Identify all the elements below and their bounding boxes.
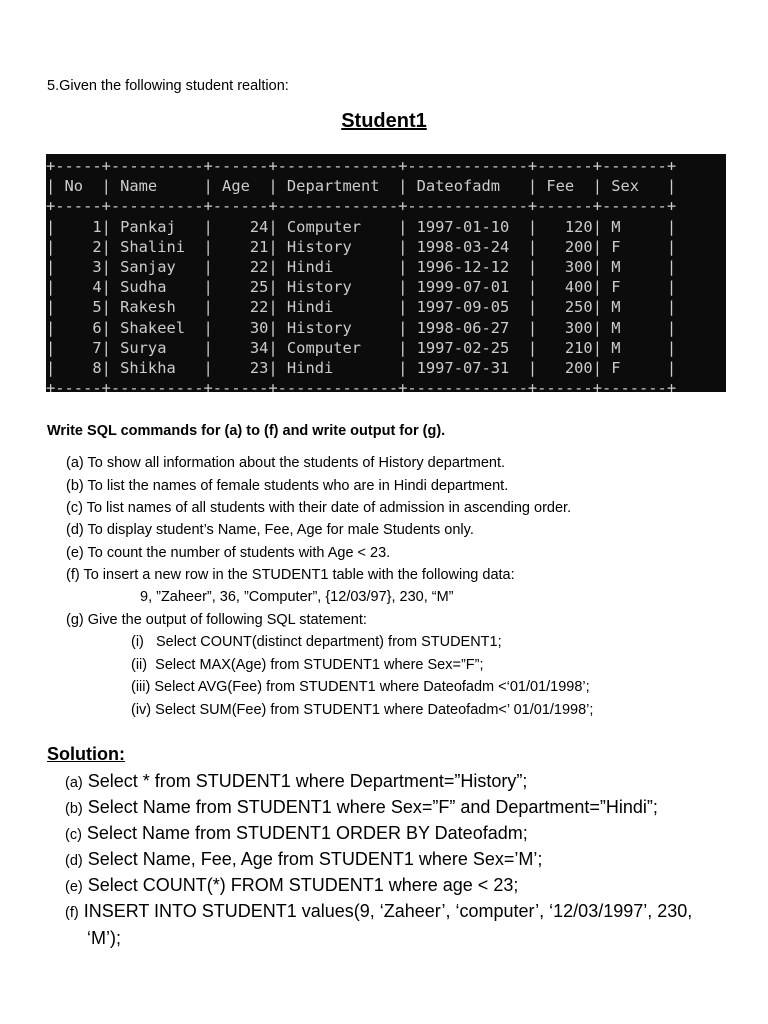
answer-label: (e) (65, 879, 83, 895)
answer-label: (b) (65, 801, 83, 817)
question-text: To display student’s Name, Fee, Age for male Students only. (87, 522, 474, 538)
answer-c (65, 823, 528, 844)
question-label: (e) (66, 545, 84, 561)
answer-text: Select * from STUDENT1 where Department=”History”; (87, 771, 528, 791)
insert-data: 9, ”Zaheer”, 36, ”Computer”, {12/03/97}, 230, “M” (140, 589, 454, 605)
answer-b (65, 797, 658, 818)
answer-text: Select Name, Fee, Age from STUDENT1 where Sex=’M’; (87, 849, 543, 869)
answer-text: Select COUNT(*) FROM STUDENT1 where age < 23; (87, 875, 519, 895)
answer-text: INSERT INTO STUDENT1 values(9, ‘Zaheer’, ‘computer’, ‘12/03/1997’, 230, (83, 901, 693, 921)
sub-statement-ii: (ii) Select MAX(Age) from STUDENT1 where Sex=”F”; (131, 657, 484, 673)
question-label: (a) (66, 455, 84, 471)
answer-text: Select Name from STUDENT1 ORDER BY Dateofadm; (86, 823, 528, 843)
question-f (66, 567, 515, 583)
answer-f-continuation: ‘M’); (87, 928, 121, 948)
question-d (66, 522, 474, 538)
answer-f (65, 901, 692, 922)
sub-statement-iii: (iii) Select AVG(Fee) from STUDENT1 where Dateofadm <‘01/01/1998’; (131, 679, 590, 695)
question-text: Give the output of following SQL statement: (87, 612, 367, 628)
question-text: To insert a new row in the STUDENT1 table with the following data: (79, 567, 515, 583)
sub-statement-iv: (iv) Select SUM(Fee) from STUDENT1 where Dateofadm<’ 01/01/1998’; (131, 702, 594, 718)
question-label: (g) (66, 612, 84, 628)
table-title: Student1 (341, 110, 427, 132)
instructions: Write SQL commands for (a) to (f) and write output for (g). (47, 423, 446, 439)
question-label: (b) (66, 478, 84, 494)
question-text: To count the number of students with Age < 23. (87, 545, 391, 561)
answer-label: (f) (65, 905, 79, 921)
answer-label: (c) (65, 827, 82, 843)
answer-label: (a) (65, 775, 83, 791)
question-g (66, 612, 367, 628)
answer-a (65, 771, 527, 792)
solution-heading: Solution: (47, 744, 125, 764)
answer-d (65, 849, 542, 870)
question-label: (c) (66, 500, 83, 516)
question-text: To show all information about the students of History department. (87, 455, 506, 471)
question-label: (f) (66, 567, 80, 583)
question-a (66, 455, 505, 471)
console-table (46, 154, 726, 398)
question-text: To list the names of female students who are in Hindi department. (87, 478, 509, 494)
sub-statement-i: (i) Select COUNT(distinct department) from STUDENT1; (131, 634, 502, 650)
question-c (66, 500, 571, 516)
question-intro: 5.Given the following student realtion: (47, 78, 289, 94)
answer-e (65, 875, 518, 896)
question-text: To list names of all students with their date of admission in ascending order. (86, 500, 572, 516)
question-b (66, 478, 508, 494)
question-label: (d) (66, 522, 84, 538)
console-table-text: +-----+----------+------+-------------+-------------+------+-------+ | No | Name | Age | Department | Dateofadm | Fee | Sex | +-----+----------+------+-------------+-------------+------+-------+ | 1| Pankaj | 24| Computer | 1997-01-10 | 120| M | | 2| Shalini | 21| History | 1998-03-24 | 200| F | | 3| Sanjay | 22| Hindi | 1996-12-12 | 300| M | | 4| Sudha | 25| History | 1999-07-01 | 400| F | | 5| Rakesh | 22| Hindi | 1997-09-05 | 250| M | | 6| Shakeel | 30| History | 1998-06-27 | 300| M | | 7| Surya | 34| Computer | 1997-02-25 | 210| M | | 8| Shikha | 23| Hindi | 1997-07-31 | 200| F | +-----+----------+------+-------------+-------------+------+-------+ (46, 157, 677, 398)
answer-text: Select Name from STUDENT1 where Sex=”F” and Department=”Hindi”; (87, 797, 658, 817)
answer-label: (d) (65, 853, 83, 869)
question-e (66, 545, 390, 561)
